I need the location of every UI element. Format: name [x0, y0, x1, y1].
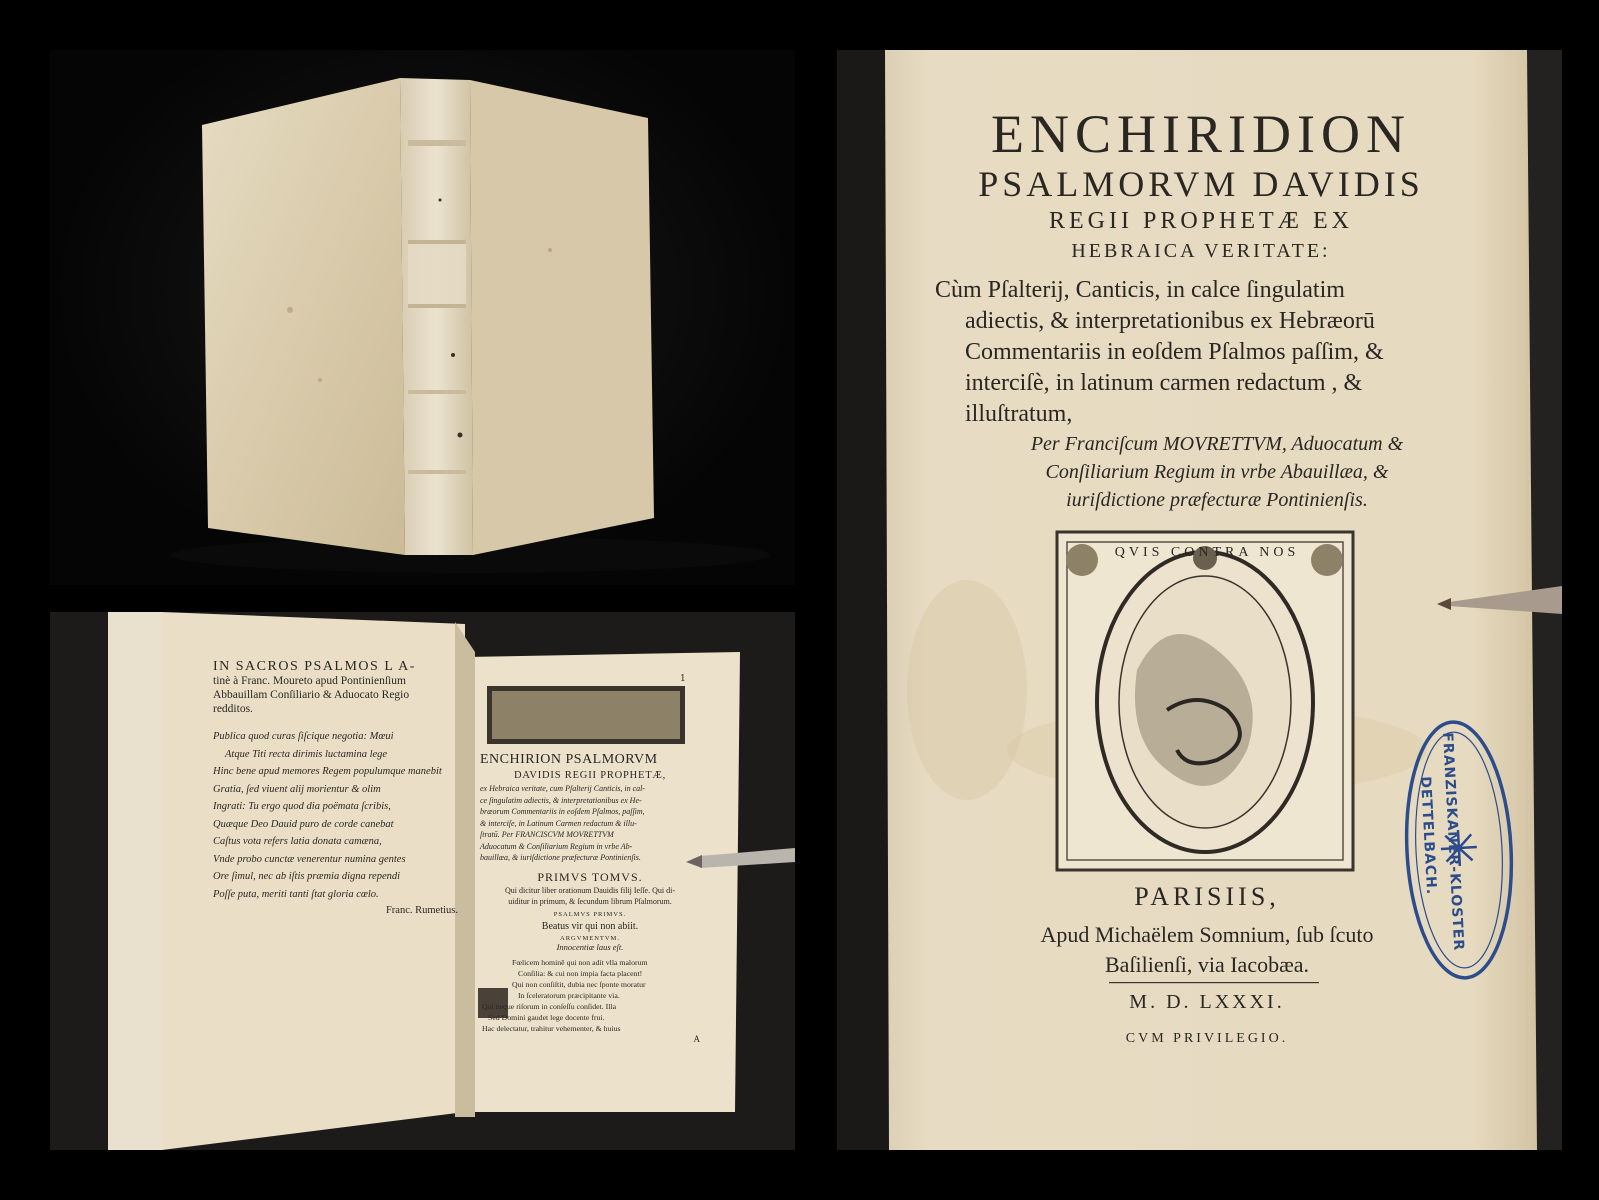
poem-line: Atque Titi recta dirimis luctamina lege [225, 748, 388, 760]
signature-mark: A [693, 1033, 700, 1044]
poem-line: Publica quod curas ſiſcique negotia: Mœui [213, 731, 394, 742]
right-title-line: ENCHIRION PSALMORVM [480, 752, 658, 767]
right-body-line: bauillæa, & iuriſdictione præfecturæ Pontinienſis. [480, 853, 641, 862]
left-heading [213, 660, 458, 716]
verse-line: Hac delectatur, trahitur vehementer, & huius [482, 1023, 621, 1033]
page-number: 1 [680, 674, 686, 684]
right-body-line: ce ſingulatim adiectis, & interpretationibus ex He- [480, 795, 642, 805]
subtitle-line: REGII PROPHETÆ EX [1048, 208, 1353, 234]
right-body-line: ex Hebraica veritate, cum Pſalterij Canticis, in cal- [480, 784, 646, 793]
imprint-city: PARISIIS, [1134, 882, 1280, 911]
device-motto: QVIS CONTRA NOS [1114, 545, 1300, 560]
title-body-line: illuſtratum, [965, 401, 1073, 427]
verse-line: Qui neque riſorum in conſeſſu conſidet. Illa [482, 1001, 617, 1011]
left-page-text [213, 660, 458, 916]
verse-line: Conſilia: & cui non impia facta placent! [518, 968, 643, 978]
argumentum-text: Innocentiæ laus eſt. [556, 941, 624, 952]
closed-book-photo [50, 50, 795, 585]
psalm-heading: PSALMVS PRIMVS. [553, 910, 627, 918]
right-body-line: Aduocatum & Conſiliarium Regium in vrbe Ab- [480, 841, 633, 851]
poem-signature: Franc. Rumetius. [385, 905, 458, 916]
subtitle-line: HEBRAICA VERITATE: [1071, 240, 1331, 262]
left-poem [213, 728, 458, 903]
right-page-text [480, 752, 700, 1044]
imprint-line: Apud Michaëlem Somnium, ſub ſcuto [1040, 922, 1374, 947]
imprint-line: Baſilienſi, via Iacobæa. [1104, 952, 1310, 977]
tomus-heading: PRIMVS TOMVS. [537, 869, 643, 884]
title-body [935, 275, 1495, 430]
title-body-line: adiectis, & interpretationibus ex Hebræorū [965, 308, 1375, 334]
privilege-line: CVM PRIVILEGIO. [1125, 1031, 1289, 1046]
right-body-line: bræorum Commentariis in eoſdem Pſalmos, paſſim, [480, 807, 645, 816]
left-heading-line: redditos. [213, 703, 253, 715]
verse-line: Fœlicem hominē qui non adit vlla malorum [512, 957, 648, 967]
poem-line: Poſſe puta, meriti tanti ſtat gloria cœlo. [213, 888, 379, 900]
book-front-cover [202, 78, 405, 555]
right-body [480, 783, 700, 864]
closed-book-illustration [50, 50, 795, 585]
verse-line: Sed Domini gaudet lege docente frui. [488, 1012, 605, 1022]
stamp-line: DETTELBACH. [1417, 776, 1440, 896]
psalm-incipit: Beatus vir qui non abiit. [541, 920, 639, 932]
title-page-text [901, 105, 1501, 265]
author-line: Per Franciſcum MOVRETTVM, Aduocatum & [1030, 433, 1404, 455]
imprint [927, 880, 1487, 1052]
title-body-line: Commentariis in eoſdem Pſalmos paſſim, & [965, 339, 1384, 365]
verse-line: In ſceleratorum præcipitante via. [518, 990, 620, 1000]
right-body-line: ſtratū. Per FRANCISCVM MOVRETTVM [480, 830, 614, 839]
book-spine [400, 78, 473, 555]
psalm-verses [480, 957, 700, 1034]
author-line: Conſiliarium Regium in vrbe Abauillæa, & [1045, 461, 1389, 483]
left-heading-line: IN SACROS PSALMOS L A- [213, 659, 416, 674]
poem-line: Ingrati: Tu ergo quod dia poëmata ſcribis, [213, 801, 391, 812]
tomus-desc-line: uiditur in primum, & ſecundum librum Pſalmorum. [508, 896, 672, 906]
left-heading-line: Abbauillam Conſiliario & Aduocato Regio [213, 689, 410, 701]
stamp-line: FRANZISKANER-KLOSTER [1439, 732, 1467, 952]
title-author [937, 430, 1497, 514]
open-book-photo [50, 612, 795, 1150]
title-body-line: Cùm Pſalterij, Canticis, in calce ſingulatim [935, 277, 1345, 303]
poem-line: Vnde probo cunctæ venerentur numina gentes [213, 853, 406, 865]
verse-line: Qui non conſiſtit, dubia nec ſponte moratur [512, 979, 646, 989]
poem-line: Gratia, ſed viuent alij morientur & olim [213, 783, 381, 795]
right-title-line: DAVIDIS REGII PROPHETÆ, [513, 770, 667, 781]
argumentum-heading: ARGVMENTVM. [560, 934, 620, 942]
poem-line: Ore ſimul, nec ab iſtis præmia digna rependi [213, 871, 401, 882]
poem-line: Caſtus vota refers latia donata camæna, [213, 836, 382, 847]
left-heading-line: tinè à Franc. Moureto apud Pontinienſium [213, 675, 406, 687]
right-body-line: & interciſe, in Latinum Carmen redactum & illu- [480, 818, 637, 828]
title-page-photo [837, 50, 1562, 1150]
tomus-desc-line: Qui dicitur liber orationum Dauidis filij Ieſſe. Qui di- [505, 885, 675, 895]
poem-line: Hinc bene apud memores Regem populumque manebit [213, 766, 442, 777]
imprint-date: M. D. LXXXI. [1129, 991, 1285, 1013]
main-title: ENCHIRIDION [991, 104, 1411, 164]
tomus-description [480, 885, 700, 907]
poem-line: Quæque Deo Dauid puro de corde canebat [213, 818, 394, 830]
subtitle-line: PSALMORVM DAVIDIS [978, 164, 1424, 204]
author-line: iuriſdictione præfecturæ Pontinienſis. [1066, 489, 1368, 511]
title-body-line: interciſè, in latinum carmen redactum , & [965, 370, 1363, 396]
